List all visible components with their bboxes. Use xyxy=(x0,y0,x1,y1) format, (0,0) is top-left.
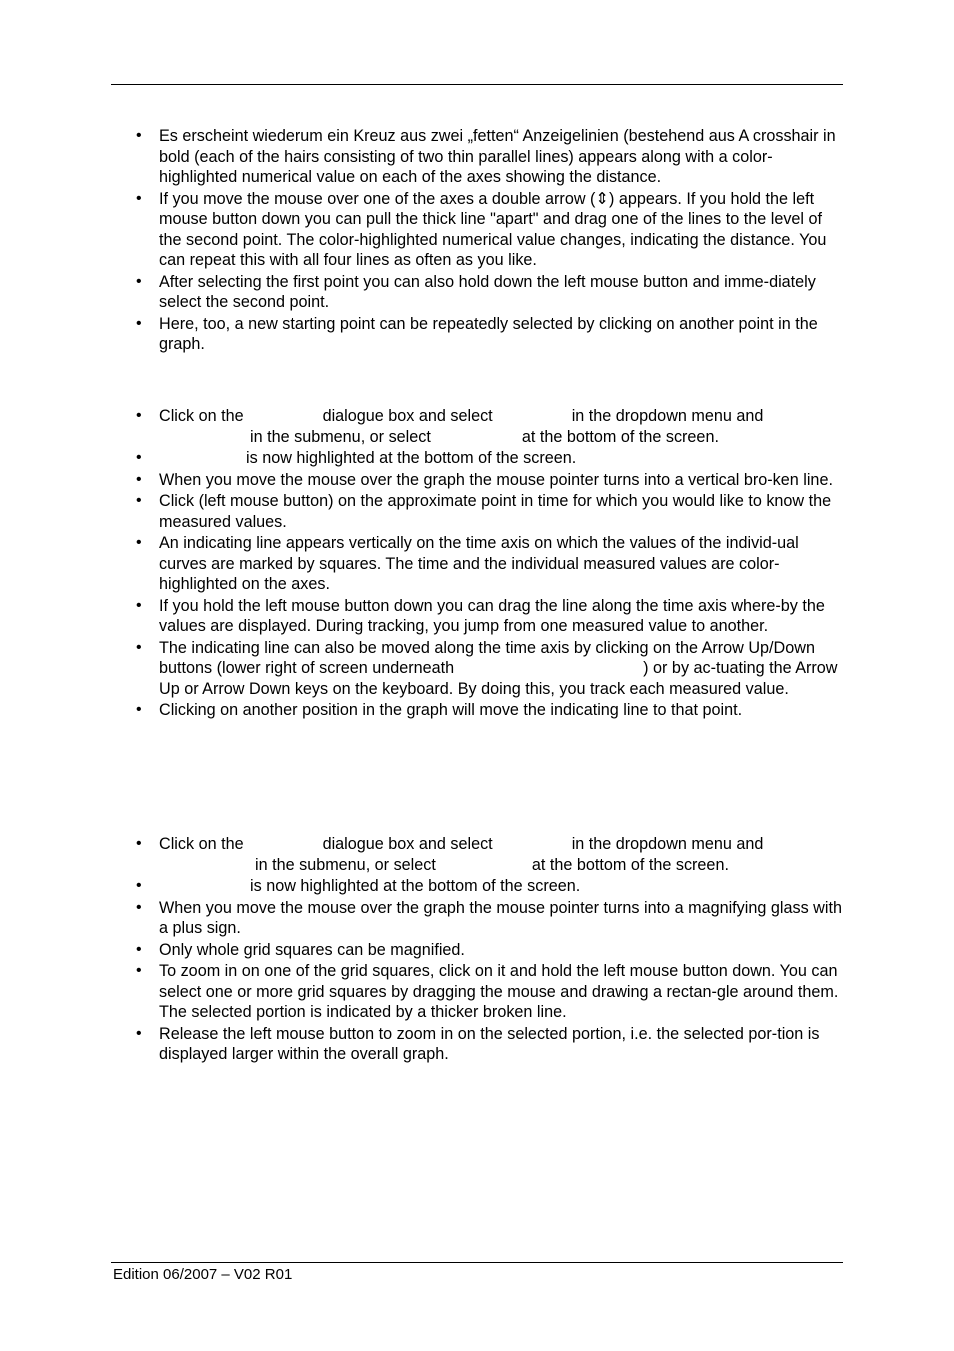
crosshair-steps-list xyxy=(111,126,843,356)
footer-edition: Edition 06/2007 – V02 R01 xyxy=(113,1266,293,1283)
list-item xyxy=(111,406,843,447)
list-item xyxy=(111,834,843,875)
list-item: • Es erscheint wiederum ein Kreuz aus zwei „fetten“ Anzeigelinien (bestehend aus A crosshair in bold (each of the hairs consisting of two thin parallel lines) appears along with a color-highlighted numerical value on each of the axes showing the distance. xyxy=(111,126,843,188)
list-item: • Clicking on another position in the graph will move the indicating line to that point. xyxy=(111,700,843,721)
list-item: • After selecting the first point you can also hold down the left mouse button and imme-diately select the second point. xyxy=(111,272,843,313)
list-item: • When you move the mouse over the graph the mouse pointer turns into a vertical bro-ken line. xyxy=(111,470,843,491)
list-item: • Click (left mouse button) on the approximate point in time for which you would like to know the measured values. xyxy=(111,491,843,532)
list-item-text: at the bottom of the screen. xyxy=(521,427,719,446)
list-item xyxy=(111,876,843,897)
list-item-text: in the dropdown menu and xyxy=(571,835,764,853)
zoom-steps-list xyxy=(111,834,843,1066)
list-item-text: ) or by ac-tuating the Arrow Up or Arrow Down keys on the keyboard. By doing this, you track each measured value. xyxy=(159,659,838,698)
list-item-text: in the submenu, or select xyxy=(250,427,431,446)
list-item: • When you move the mouse over the graph the mouse pointer turns into a magnifying glass with a plus sign. xyxy=(111,898,843,939)
list-item: • An indicating line appears vertically on the time axis on which the values of the individ-ual curves are marked by squares. The time and the individual measured values are color-highlighted on the axes. xyxy=(111,533,843,595)
list-item-text: Click on the xyxy=(159,835,244,853)
list-item-text: in the dropdown menu and xyxy=(571,407,764,425)
list-item: • To zoom in on one of the grid squares, click on it and hold the left mouse button down. You can select one or more grid squares by dragging the mouse and drawing a rectan-gle around them. The selected portion is indicated by a thicker broken line. xyxy=(111,961,843,1023)
list-item xyxy=(111,638,843,700)
list-item: • If you hold the left mouse button down you can drag the line along the time axis where-by the values are displayed. During tracking, you jump from one measured value to another. xyxy=(111,596,843,637)
header-rule xyxy=(111,84,843,85)
list-item-text: dialogue box and select xyxy=(322,407,493,425)
footer-rule xyxy=(111,1262,843,1263)
list-item-text: is now highlighted at the bottom of the screen. xyxy=(250,877,581,895)
list-item-text: at the bottom of the screen. xyxy=(531,855,729,874)
list-item: • Release the left mouse button to zoom in on the selected portion, i.e. the selected por-tion is displayed larger within the overall graph. xyxy=(111,1024,843,1065)
list-item-text: in the submenu, or select xyxy=(255,855,436,874)
list-item xyxy=(111,448,843,469)
list-item: • Here, too, a new starting point can be repeatedly selected by clicking on another point in the graph. xyxy=(111,314,843,355)
list-item: • If you move the mouse over one of the axes a double arrow (⇕) appears. If you hold the left mouse button down you can pull the thick line "apart" and drag one of the lines to the level of the second point. The color-highlighted numerical value changes, indicating the distance. You can repeat this with all four lines as often as you like. xyxy=(111,189,843,271)
list-item-text: Click on the xyxy=(159,407,244,425)
list-item-text: is now highlighted at the bottom of the screen. xyxy=(246,449,577,467)
list-item-text: The indicating line can also be moved along the time axis by clicking on the Arrow Up/Down buttons (lower right of screen underneath xyxy=(159,638,815,677)
tracking-steps-list xyxy=(111,406,843,722)
list-item: • Only whole grid squares can be magnified. xyxy=(111,940,843,961)
list-item-text: dialogue box and select xyxy=(322,835,493,853)
